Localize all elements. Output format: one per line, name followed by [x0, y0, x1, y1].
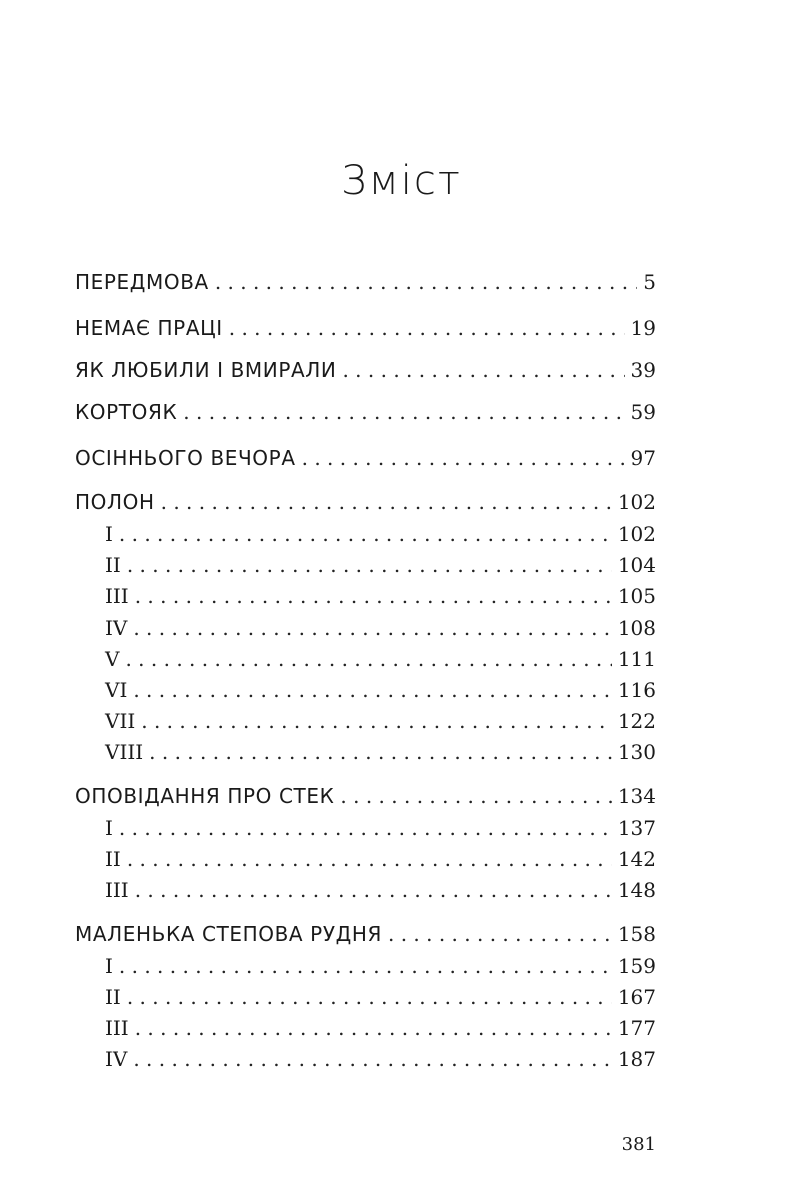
toc-entry-page: 167: [617, 985, 656, 1009]
toc-section-entry: [75, 647, 656, 671]
page-number: 381: [621, 1134, 656, 1155]
toc-chapter-entry: [75, 922, 656, 946]
toc-leader-dots: [119, 816, 612, 840]
toc-entry-page: 102: [617, 490, 656, 514]
toc-entry-page: 158: [617, 922, 656, 946]
toc-leader-dots: [388, 922, 612, 946]
toc-entry-page: 108: [617, 616, 656, 640]
toc-leader-dots: [141, 709, 612, 733]
toc-entry-page: 39: [630, 358, 656, 382]
toc-leader-dots: [127, 847, 612, 871]
toc-entry-title: I: [105, 954, 113, 978]
toc-entry-title: III: [105, 1016, 129, 1040]
toc-entry-title: II: [105, 553, 121, 577]
toc-entry-title: IV: [105, 616, 128, 640]
toc-section-entry: [75, 1016, 656, 1040]
toc-entry-page: 102: [617, 522, 656, 546]
toc-entry-title: V: [105, 647, 120, 671]
toc-entry-page: 122: [617, 709, 656, 733]
toc-entry-page: 5: [643, 270, 656, 294]
toc-leader-dots: [135, 584, 612, 608]
toc-leader-dots: [133, 678, 611, 702]
toc-chapter-entry: [75, 316, 656, 340]
toc-entry-title: III: [105, 584, 129, 608]
toc-section-entry: [75, 954, 656, 978]
toc-leader-dots: [215, 270, 637, 294]
toc-leader-dots: [183, 400, 624, 424]
toc-entry-page: 116: [617, 678, 656, 702]
toc-leader-dots: [127, 985, 612, 1009]
toc-entry-title: III: [105, 878, 129, 902]
toc-entry-page: 59: [630, 400, 656, 424]
toc-chapter-entry: [75, 400, 656, 424]
toc-entry-page: 142: [617, 847, 656, 871]
toc-entry-page: 159: [617, 954, 656, 978]
toc-section-entry: [75, 709, 656, 733]
toc-section-entry: [75, 522, 656, 546]
toc-entry-title: I: [105, 522, 113, 546]
toc-entry-title: II: [105, 985, 121, 1009]
toc-chapter-entry: [75, 270, 656, 294]
toc-entry-page: 111: [617, 647, 656, 671]
toc-entry-title: I: [105, 816, 113, 840]
toc-entry-title: ОПОВІДАННЯ ПРО СТЕК: [75, 784, 335, 808]
toc-chapter-entry: [75, 358, 656, 382]
toc-section-entry: [75, 553, 656, 577]
toc-section-entry: [75, 740, 656, 764]
toc-section-entry: [75, 878, 656, 902]
toc-leader-dots: [302, 446, 625, 470]
toc-leader-dots: [342, 358, 624, 382]
toc-entry-title: МАЛЕНЬКА СТЕПОВА РУДНЯ: [75, 922, 382, 946]
toc-entry-title: КОРТОЯК: [75, 400, 178, 424]
toc-section-entry: [75, 1047, 656, 1071]
toc-section-entry: [75, 985, 656, 1009]
toc-leader-dots: [229, 316, 625, 340]
toc-leader-dots: [133, 1047, 611, 1071]
toc-entry-title: VII: [105, 709, 136, 733]
toc-section-entry: [75, 678, 656, 702]
toc-entry-title: ПЕРЕДМОВА: [75, 270, 209, 294]
toc-leader-dots: [161, 490, 612, 514]
toc-entry-page: 104: [617, 553, 656, 577]
toc-leader-dots: [119, 522, 612, 546]
toc-section-entry: [75, 816, 656, 840]
toc-entry-page: 19: [630, 316, 656, 340]
toc-leader-dots: [135, 1016, 612, 1040]
toc-chapter-entry: [75, 784, 656, 808]
toc-chapter-entry: [75, 490, 656, 514]
toc-entry-page: 177: [617, 1016, 656, 1040]
toc-leader-dots: [127, 553, 612, 577]
toc-entry-page: 134: [617, 784, 656, 808]
toc-entry-title: НЕМАЄ ПРАЦІ: [75, 316, 223, 340]
toc-leader-dots: [340, 784, 611, 808]
toc-entry-page: 137: [617, 816, 656, 840]
toc-section-entry: [75, 584, 656, 608]
toc-entry-page: 148: [617, 878, 656, 902]
toc-entry-page: 105: [617, 584, 656, 608]
toc-entry-title: IV: [105, 1047, 128, 1071]
toc-section-entry: [75, 847, 656, 871]
toc-chapter-entry: [75, 446, 656, 470]
toc-leader-dots: [125, 647, 611, 671]
toc-entry-title: VIII: [105, 740, 144, 764]
toc-section-entry: [75, 616, 656, 640]
toc-leader-dots: [119, 954, 612, 978]
toc-entry-page: 97: [630, 446, 656, 470]
toc-leader-dots: [135, 878, 612, 902]
toc-entry-page: 130: [617, 740, 656, 764]
toc-entry-title: ОСІННЬОГО ВЕЧОРА: [75, 446, 296, 470]
toc-leader-dots: [133, 616, 611, 640]
page-title: Зміст: [341, 158, 462, 204]
toc-entry-page: 187: [617, 1047, 656, 1071]
toc-entry-title: ПОЛОН: [75, 490, 155, 514]
toc-entry-title: II: [105, 847, 121, 871]
toc-entry-title: VI: [105, 678, 128, 702]
toc-entry-title: ЯК ЛЮБИЛИ І ВМИРАЛИ: [75, 358, 337, 382]
toc-leader-dots: [149, 740, 612, 764]
